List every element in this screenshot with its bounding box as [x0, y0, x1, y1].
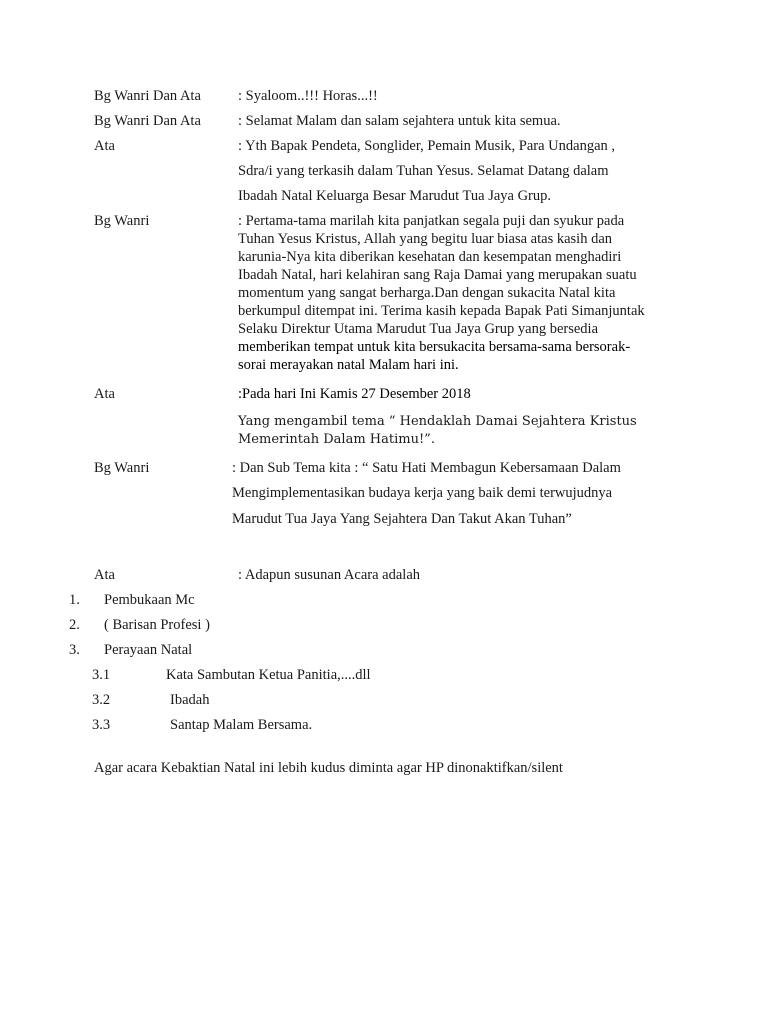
agenda-item: ( Barisan Profesi ) [104, 617, 210, 633]
closing-note: Agar acara Kebaktian Natal ini lebih kudus diminta agar HP dinonaktifkan/silent [94, 760, 563, 776]
subagenda-number: 3.2 [92, 692, 111, 708]
agenda-number: 3. [69, 642, 80, 658]
subagenda-item: Santap Malam Bersama. [170, 717, 313, 733]
speaker-label: Bg Wanri Dan Ata [94, 113, 201, 129]
dialogue-text: : Adapun susunan Acara adalah [238, 567, 421, 583]
dialogue-text: :Pada hari Ini Kamis 27 Desember 2018 [238, 386, 471, 402]
dialogue-text-line: Memerintah Dalam Hatimu!”. [238, 432, 435, 447]
dialogue-text-line: memberikan tempat untuk kita bersukacita bersama-sama bersorak- [238, 339, 631, 355]
dialogue-text-line: Ibadah Natal, hari kelahiran sang Raja Damai yang merupakan suatu [238, 267, 637, 283]
speaker-label: Bg Wanri [94, 460, 150, 476]
dialogue-text-line: : Pertama-tama marilah kita panjatkan segala puji dan syukur pada [238, 213, 625, 229]
dialogue-text-line: : Dan Sub Tema kita : “ Satu Hati Membagun Kebersamaan Dalam [232, 460, 621, 476]
dialogue-text-line: Yang mengambil tema “ Hendaklah Damai Sejahtera Kristus [238, 414, 637, 429]
dialogue-text-line: Selaku Direktur Utama Marudut Tua Jaya Grup yang bersedia [238, 321, 599, 337]
dialogue-text: : Syaloom..!!! Horas...!! [238, 88, 378, 104]
subagenda-item: Kata Sambutan Ketua Panitia,....dll [166, 667, 371, 683]
dialogue-text-line: Ibadah Natal Keluarga Besar Marudut Tua Jaya Grup. [238, 188, 552, 204]
dialogue-text-line: Tuhan Yesus Kristus, Allah yang begitu luar biasa atas kasih dan [238, 231, 613, 247]
dialogue-text-line: karunia-Nya kita diberikan kesehatan dan kesempatan menghadiri [238, 249, 622, 265]
dialogue-text-line: momentum yang sangat berharga.Dan dengan sukacita Natal kita [238, 285, 616, 301]
dialogue-text: : Selamat Malam dan salam sejahtera untuk kita semua. [238, 113, 561, 129]
subagenda-number: 3.1 [92, 667, 111, 683]
dialogue-text-line: Mengimplementasikan budaya kerja yang baik demi terwujudnya [232, 485, 613, 501]
speaker-label: Bg Wanri Dan Ata [94, 88, 201, 104]
agenda-number: 1. [69, 592, 80, 608]
agenda-item: Perayaan Natal [104, 642, 193, 658]
dialogue-text-line: Marudut Tua Jaya Yang Sejahtera Dan Takut Akan Tuhan” [232, 511, 572, 527]
agenda-number: 2. [69, 617, 80, 633]
speaker-label: Ata [94, 386, 115, 402]
speaker-label: Ata [94, 567, 115, 583]
dialogue-text-line: Sdra/i yang terkasih dalam Tuhan Yesus. Selamat Datang dalam [238, 163, 609, 179]
speaker-label: Ata [94, 138, 115, 154]
subagenda-number: 3.3 [92, 717, 111, 733]
subagenda-item: Ibadah [170, 692, 210, 708]
dialogue-text-line: : Yth Bapak Pendeta, Songlider, Pemain Musik, Para Undangan , [238, 138, 616, 154]
dialogue-text-line: berkumpul ditempat ini. Terima kasih kepada Bapak Pati Simanjuntak [238, 303, 645, 319]
dialogue-text-line: sorai merayakan natal Malam hari ini. [238, 357, 459, 373]
agenda-item: Pembukaan Mc [104, 592, 195, 608]
speaker-label: Bg Wanri [94, 213, 150, 229]
